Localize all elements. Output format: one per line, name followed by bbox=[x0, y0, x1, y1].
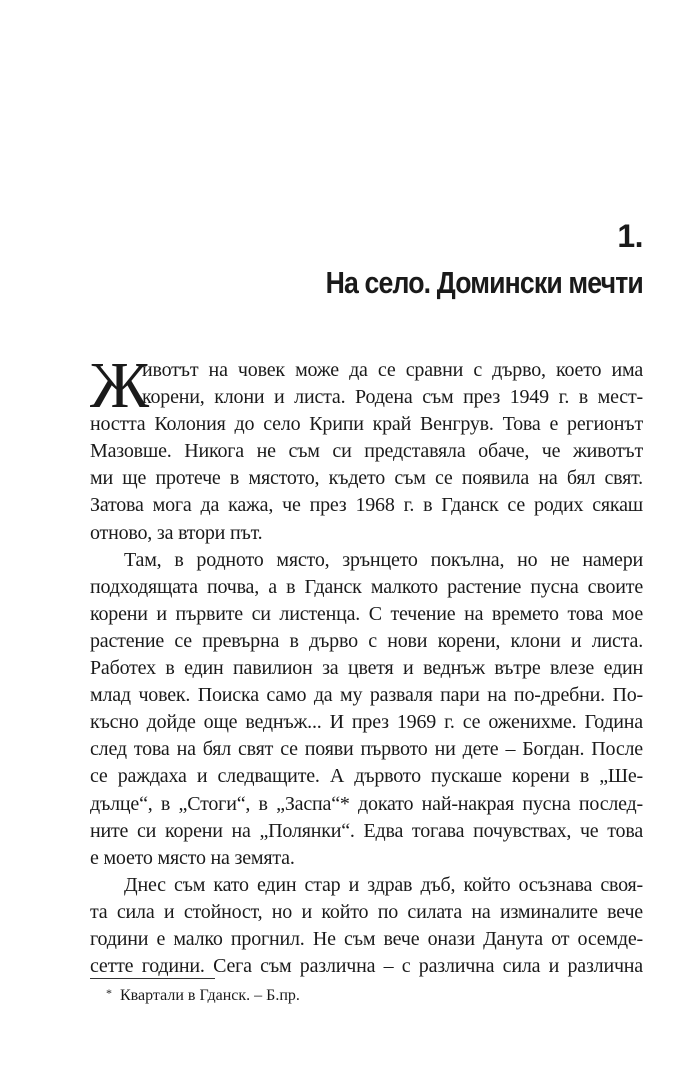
text-line: млад човек. Поиска само да му разваля пари на по-дребни. По- bbox=[90, 684, 643, 707]
footnote-text: Квартали в Гданск. – Б.пр. bbox=[120, 987, 300, 1004]
text-line: дълце“, в „Стоги“, в „Заспа“* докато най-накрая пусна послед- bbox=[90, 792, 643, 815]
body-text bbox=[90, 349, 643, 980]
text-line: се раждаха и следващите. А дървото пускаше корени в „Ше- bbox=[90, 765, 643, 788]
footnote-mark: * bbox=[106, 986, 112, 1000]
text-line: Днес съм като един стар и здрав дъб, който осъзнава своя- bbox=[124, 873, 643, 896]
text-line: подходящата почва, а в Гданск малкото растение пусна своите bbox=[90, 575, 643, 598]
footnote bbox=[106, 986, 300, 1005]
text-line: години е малко прогнил. Не съм вече онази Данута от осемде- bbox=[90, 927, 643, 950]
chapter-title: На село. Домински мечти bbox=[325, 265, 643, 300]
chapter-number: 1. bbox=[617, 218, 643, 254]
text-line: ми ще протече в мястото, където съм се появила на бял свят. bbox=[90, 467, 643, 490]
text-line: отново, за втори път. bbox=[90, 521, 263, 544]
text-line: корени и първите си листенца. С течение на времето това мое bbox=[90, 602, 643, 625]
text-line: ивотът на човек може да се сравни с дърво, което има bbox=[142, 359, 643, 381]
text-line: Там, в родното място, зрънцето покълна, но не намери bbox=[124, 548, 643, 571]
text-line: корени, клони и листа. Родена съм през 1949 г. в мест- bbox=[142, 386, 643, 409]
text-line: Работех в един павилион за цветя и веднъж вътре влезе един bbox=[90, 657, 643, 680]
text-line: сетте години. Сега съм различна – с различна сила и различна bbox=[90, 955, 643, 978]
text-line: Мазовше. Никога не съм си представяла обаче, че животът bbox=[90, 440, 643, 463]
footnote-rule bbox=[90, 978, 215, 979]
text-line: растение се превърна в дърво с нови корени, клони и листа. bbox=[90, 629, 643, 652]
text-line: след това на бял свят се появи първото ни дете – Богдан. После bbox=[90, 738, 643, 761]
drop-cap: Ж bbox=[90, 349, 150, 422]
text-line: ността Колония до село Крипи край Венгрув. Това е регионът bbox=[90, 413, 643, 436]
text-line: късно дойде още веднъж... И през 1969 г. се оженихме. Година bbox=[90, 711, 643, 734]
text-line: Затова мога да кажа, че през 1968 г. в Гданск се родих сякаш bbox=[90, 494, 643, 517]
text-line: е моето място на земята. bbox=[90, 846, 295, 869]
text-line: ните си корени на „Полянки“. Едва тогава почувствах, че това bbox=[90, 819, 643, 842]
text-line: та сила и стойност, но и който по силата на изминалите вече bbox=[90, 900, 643, 923]
